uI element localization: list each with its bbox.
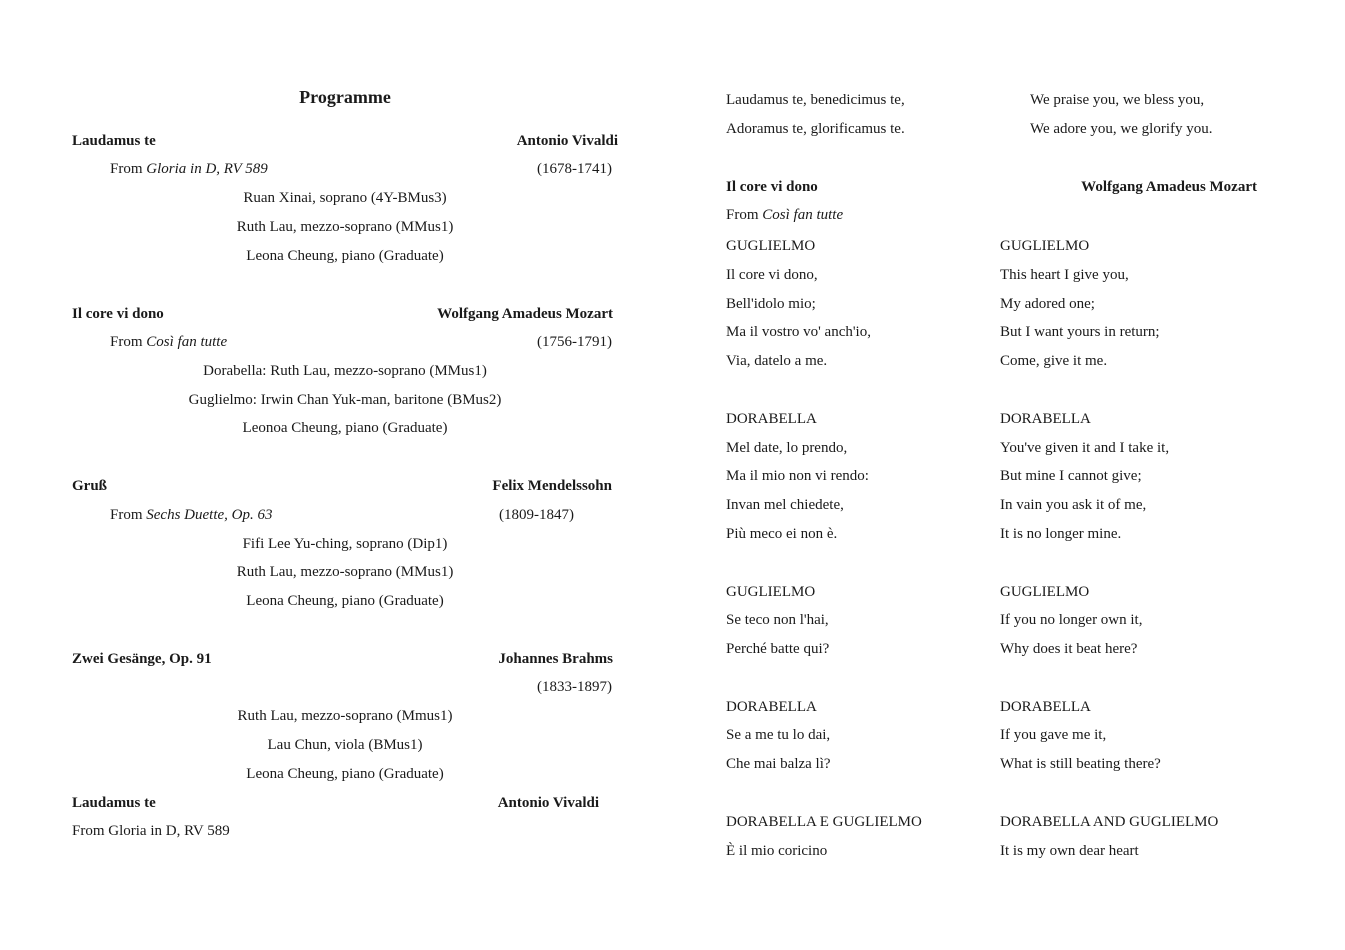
work-1-title: Laudamus te bbox=[72, 133, 156, 149]
performer: Fifi Lee Yu-ching, soprano (Dip1) bbox=[242, 536, 448, 552]
song-title: Il core vi dono bbox=[726, 179, 818, 195]
speaker-en: DORABELLA bbox=[1000, 411, 1091, 427]
lyric-line-it: Via, datelo a me. bbox=[726, 353, 828, 369]
lyric-line-it: Perché batte qui? bbox=[726, 641, 830, 657]
lyric-line-en: Why does it beat here? bbox=[1000, 641, 1138, 657]
speaker-it: DORABELLA bbox=[726, 699, 817, 715]
performer: Guglielmo: Irwin Chan Yuk-man, baritone (BMus2) bbox=[188, 392, 502, 408]
lyric-line-it: È il mio coricino bbox=[726, 843, 828, 859]
work-4-composer: Johannes Brahms bbox=[498, 651, 613, 667]
lyric-line-en: But mine I cannot give; bbox=[1000, 468, 1142, 484]
lyric-line-en: But I want yours in return; bbox=[1000, 324, 1160, 340]
performer: Ruth Lau, mezzo-soprano (MMus1) bbox=[236, 564, 454, 580]
performer: Ruan Xinai, soprano (4Y-BMus3) bbox=[243, 190, 447, 206]
work-4-title: Zwei Gesänge, Op. 91 bbox=[72, 651, 212, 667]
performer: Leona Cheung, piano (Graduate) bbox=[246, 766, 444, 782]
performer: Ruth Lau, mezzo-soprano (Mmus1) bbox=[237, 708, 453, 724]
work-2-dates: (1756-1791) bbox=[537, 334, 612, 350]
lyric-line-en: It is no longer mine. bbox=[1000, 526, 1122, 542]
work-1-dates: (1678-1741) bbox=[537, 161, 612, 177]
lyric-line-en: Come, give it me. bbox=[1000, 353, 1108, 369]
work-1-composer: Antonio Vivaldi bbox=[516, 133, 618, 149]
work-5-source: From Gloria in D, RV 589 bbox=[72, 823, 230, 839]
lyric-line-en: We praise you, we bless you, bbox=[1030, 92, 1205, 108]
performer: Lau Chun, viola (BMus1) bbox=[267, 737, 423, 753]
lyric-line-it: Se teco non l'hai, bbox=[726, 612, 829, 628]
lyric-line-en: If you gave me it, bbox=[1000, 727, 1107, 743]
speaker-en: GUGLIELMO bbox=[1000, 238, 1090, 254]
work-2-source: From Così fan tutte bbox=[110, 334, 228, 350]
lyric-line-en: What is still beating there? bbox=[1000, 756, 1161, 772]
lyric-line-en: We adore you, we glorify you. bbox=[1030, 121, 1213, 137]
work-5-title: Laudamus te bbox=[72, 795, 156, 811]
lyric-line-en: It is my own dear heart bbox=[1000, 843, 1139, 859]
lyric-line-it: Più meco ei non è. bbox=[726, 526, 838, 542]
lyric-line-it: Il core vi dono, bbox=[726, 267, 818, 283]
speaker-en: GUGLIELMO bbox=[1000, 584, 1090, 600]
work-5-composer: Antonio Vivaldi bbox=[497, 795, 599, 811]
work-3-dates: (1809-1847) bbox=[499, 507, 574, 523]
work-3-source: From Sechs Duette, Op. 63 bbox=[110, 507, 273, 523]
song-composer: Wolfgang Amadeus Mozart bbox=[1081, 179, 1257, 195]
work-4-dates: (1833-1897) bbox=[537, 679, 612, 695]
lyric-line-it: Bell'idolo mio; bbox=[726, 296, 816, 312]
lyric-line-en: My adored one; bbox=[1000, 296, 1095, 312]
lyric-line-en: In vain you ask it of me, bbox=[1000, 497, 1147, 513]
lyric-line-it: Ma il vostro vo' anch'io, bbox=[726, 324, 871, 340]
programme-title: Programme bbox=[299, 87, 391, 107]
lyric-line-it: Invan mel chiedete, bbox=[726, 497, 844, 513]
performer: Ruth Lau, mezzo-soprano (MMus1) bbox=[236, 219, 454, 235]
performer: Leona Cheung, piano (Graduate) bbox=[246, 248, 444, 264]
lyric-line-it: Adoramus te, glorificamus te. bbox=[726, 121, 905, 137]
work-1-source: From Gloria in D, RV 589 bbox=[110, 161, 268, 177]
lyric-line-it: Laudamus te, benedicimus te, bbox=[726, 92, 905, 108]
performer: Leonoa Cheung, piano (Graduate) bbox=[242, 420, 448, 436]
lyric-line-it: Mel date, lo prendo, bbox=[726, 440, 848, 456]
speaker-it: DORABELLA bbox=[726, 411, 817, 427]
work-3-title: Gruß bbox=[72, 478, 108, 494]
speaker-it: GUGLIELMO bbox=[726, 584, 816, 600]
lyric-line-it: Se a me tu lo dai, bbox=[726, 727, 831, 743]
performer: Leona Cheung, piano (Graduate) bbox=[246, 593, 444, 609]
lyric-line-en: You've given it and I take it, bbox=[1000, 440, 1170, 456]
lyric-line-en: This heart I give you, bbox=[1000, 267, 1129, 283]
lyric-line-it: Che mai balza lì? bbox=[726, 756, 831, 772]
song-source: From Così fan tutte bbox=[726, 207, 844, 223]
speaker-it: DORABELLA E GUGLIELMO bbox=[726, 814, 922, 830]
work-2-title: Il core vi dono bbox=[72, 306, 164, 322]
speaker-it: GUGLIELMO bbox=[726, 238, 816, 254]
speaker-en: DORABELLA bbox=[1000, 699, 1091, 715]
performer: Dorabella: Ruth Lau, mezzo-soprano (MMus1) bbox=[203, 363, 487, 379]
work-3-composer: Felix Mendelssohn bbox=[492, 478, 612, 494]
lyric-line-en: If you no longer own it, bbox=[1000, 612, 1143, 628]
work-2-composer: Wolfgang Amadeus Mozart bbox=[437, 306, 613, 322]
lyric-line-it: Ma il mio non vi rendo: bbox=[726, 468, 869, 484]
speaker-en: DORABELLA AND GUGLIELMO bbox=[1000, 814, 1219, 830]
